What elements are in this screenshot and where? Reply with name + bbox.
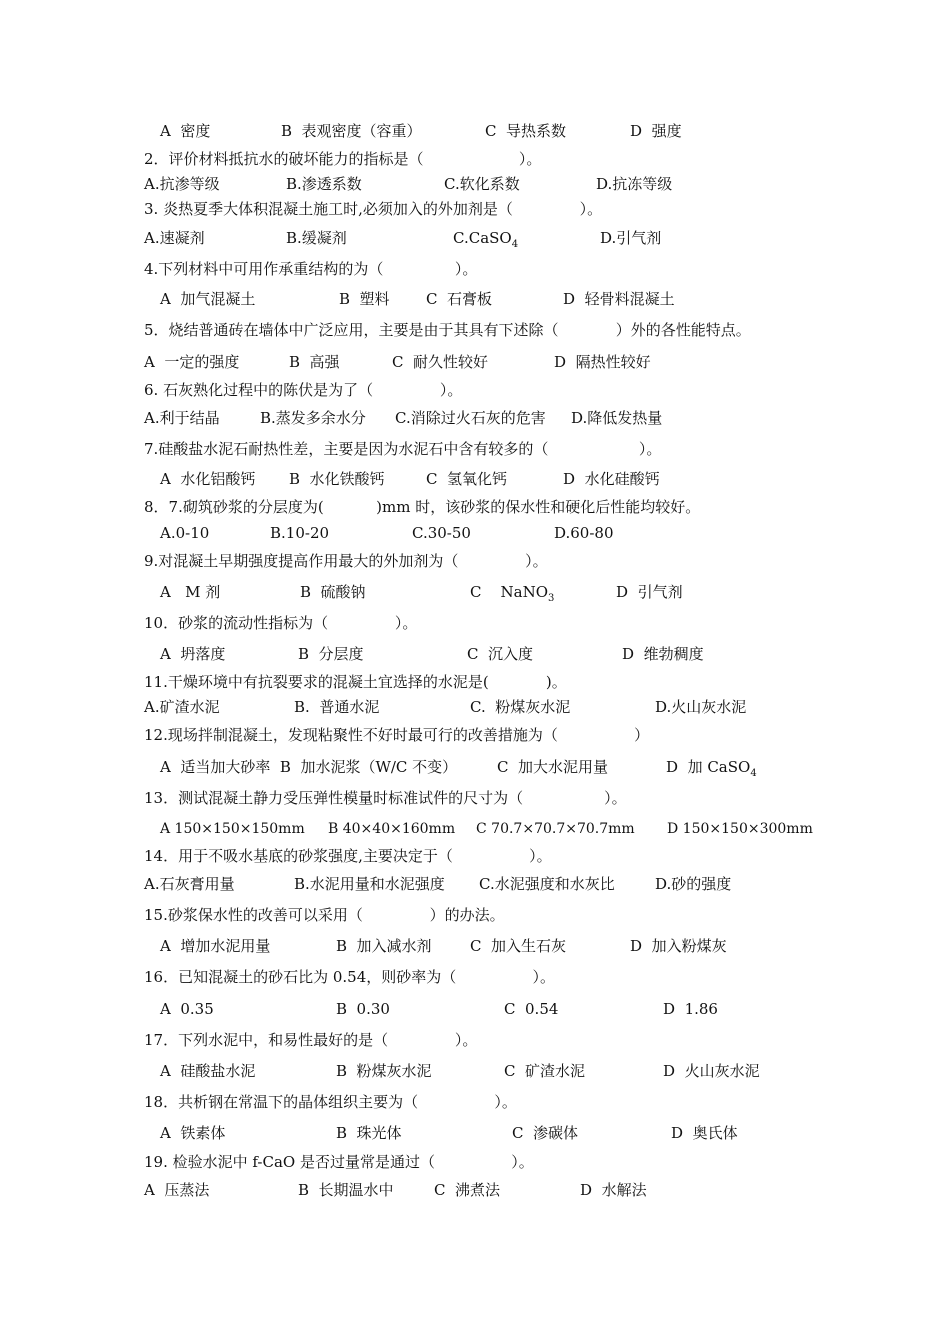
q2-option-b: B.渗透系数 (286, 175, 362, 193)
q13-option-c: C 70.7×70.7×70.7mm (476, 821, 635, 837)
q8-option-b: B.10-20 (270, 524, 330, 542)
q3-option-b: B.缓凝剂 (286, 229, 347, 247)
q19-option-c: C 沸煮法 (434, 1181, 501, 1199)
q9-option-d: D 引气剂 (616, 583, 683, 601)
q19-text: 19. 检验水泥中 f-CaO 是否过量常是通过（ ）。 (144, 1153, 534, 1171)
q6-option-b: B.蒸发多余水分 (260, 409, 366, 427)
q2-option-a: A.抗渗等级 (144, 175, 220, 193)
q10-text: 10．砂浆的流动性指标为（ ）。 (144, 614, 418, 632)
q3-option-a: A.速凝剂 (144, 229, 205, 247)
q1-option-c: C 导热系数 (485, 122, 567, 140)
q5-option-d: D 隔热性较好 (554, 353, 651, 371)
q16-option-c: C 0.54 (504, 1000, 559, 1018)
q9-subscript: 3 (548, 593, 555, 604)
q19-option-b: B 长期温水中 (298, 1181, 394, 1199)
q12-option-ab: A 适当加大砂率 B 加水泥浆（W/C 不变） (160, 758, 458, 776)
q13-text: 13．测试混凝土静力受压弹性模量时标准试件的尺寸为（ ）。 (144, 789, 627, 807)
q7-option-b: B 水化铁酸钙 (289, 470, 385, 488)
q12-text: 12.现场拌制混凝土，发现粘聚性不好时最可行的改善措施为（ ） (144, 726, 650, 744)
q15-option-b: B 加入减水剂 (336, 937, 432, 955)
q16-option-b: B 0.30 (336, 1000, 390, 1018)
q19-option-a: A 压蒸法 (144, 1181, 210, 1199)
q14-option-c: C.水泥强度和水灰比 (479, 875, 615, 893)
q11-text: 11.干燥环境中有抗裂要求的混凝土宜选择的水泥是( )。 (144, 673, 567, 691)
q13-option-d: D 150×150×300mm (667, 821, 813, 837)
q6-option-d: D.降低发热量 (571, 409, 663, 427)
q12-option-d: D 加 CaSO$_4$ (666, 758, 757, 779)
q4-option-c: C 石膏板 (426, 290, 493, 308)
q16-text: 16．已知混凝土的砂石比为 0.54，则砂率为（ ）。 (144, 968, 556, 986)
q19-option-d: D 水解法 (580, 1181, 647, 1199)
q2-text: 2．评价材料抵抗水的破坏能力的指标是（ ）。 (144, 150, 542, 168)
q1-option-d: D 强度 (630, 122, 682, 140)
q5-option-a: A 一定的强度 (144, 353, 240, 371)
q18-option-c: C 渗碳体 (512, 1124, 579, 1142)
q10-option-d: D 维勃稠度 (622, 645, 704, 663)
q1-option-b: B 表观密度（容重） (281, 122, 422, 140)
q6-text: 6. 石灰熟化过程中的陈伏是为了（ ）。 (144, 381, 463, 399)
q14-option-d: D.砂的强度 (655, 875, 732, 893)
q18-option-d: D 奥氏体 (671, 1124, 738, 1142)
q11-option-b: B. 普通水泥 (294, 698, 380, 716)
q2-option-d: D.抗冻等级 (596, 175, 673, 193)
q5-option-b: B 高强 (289, 353, 340, 371)
q5-text: 5．烧结普通砖在墙体中广泛应用，主要是由于其具有下述除（ ）外的各性能特点。 (144, 321, 751, 339)
q11-option-a: A.矿渣水泥 (144, 698, 220, 716)
q18-text: 18．共析钢在常温下的晶体组织主要为（ ）。 (144, 1093, 517, 1111)
q10-option-c: C 沉入度 (467, 645, 534, 663)
q17-text: 17．下列水泥中，和易性最好的是（ ）。 (144, 1031, 478, 1049)
q15-option-d: D 加入粉煤灰 (630, 937, 727, 955)
q15-option-a: A 增加水泥用量 (160, 937, 271, 955)
q4-option-b: B 塑料 (339, 290, 390, 308)
q8-option-c: C.30-50 (412, 524, 471, 542)
q4-option-d: D 轻骨料混凝土 (563, 290, 675, 308)
q4-text: 4.下列材料中可用作承重结构的为（ ）。 (144, 260, 478, 278)
q3-option-d: D.引气剂 (600, 229, 662, 247)
q9-option-a: A M 剂 (160, 583, 221, 601)
q12-option-c: C 加大水泥用量 (497, 758, 609, 776)
q7-text: 7.硅酸盐水泥石耐热性差，主要是因为水泥石中含有较多的（ ）。 (144, 440, 662, 458)
q5-option-c: C 耐久性较好 (392, 353, 489, 371)
q14-text: 14．用于不吸水基底的砂浆强度,主要决定于（ ）。 (144, 847, 552, 865)
q7-option-a: A 水化铝酸钙 (160, 470, 256, 488)
q8-option-d: D.60-80 (554, 524, 614, 542)
q12-subscript: 4 (750, 768, 757, 779)
q13-option-b: B 40×40×160mm (328, 821, 456, 837)
q10-option-a: A 坍落度 (160, 645, 226, 663)
q9-option-b: B 硫酸钠 (300, 583, 366, 601)
q3-subscript: 4 (511, 239, 519, 250)
q16-option-a: A 0.35 (160, 1000, 214, 1018)
q9-text: 9.对混凝土早期强度提高作用最大的外加剂为（ ）。 (144, 552, 548, 570)
q3-option-c: C.CaSO$_4$ (453, 229, 519, 250)
q18-option-b: B 珠光体 (336, 1124, 402, 1142)
q8-option-a: A.0-10 (160, 524, 210, 542)
q10-option-b: B 分层度 (298, 645, 364, 663)
q4-option-a: A 加气混凝土 (160, 290, 256, 308)
q15-text: 15.砂浆保水性的改善可以采用（ ）的办法。 (144, 906, 505, 924)
q16-option-d: D 1.86 (663, 1000, 718, 1018)
q15-option-c: C 加入生石灰 (470, 937, 567, 955)
q14-option-a: A.石灰膏用量 (144, 875, 235, 893)
q18-option-a: A 铁素体 (160, 1124, 226, 1142)
q6-option-c: C.消除过火石灰的危害 (395, 409, 546, 427)
q3-text: 3. 炎热夏季大体积混凝土施工时,必须加入的外加剂是（ ）。 (144, 200, 603, 218)
q11-option-c: C. 粉煤灰水泥 (470, 698, 571, 716)
q7-option-c: C 氢氧化钙 (426, 470, 508, 488)
q7-option-d: D 水化硅酸钙 (563, 470, 660, 488)
q13-option-a: A 150×150×150mm (160, 821, 305, 837)
q8-text: 8．7.砌筑砂浆的分层度为( )mm 时，该砂浆的保水性和硬化后性能均较好。 (144, 498, 701, 516)
q17-option-c: C 矿渣水泥 (504, 1062, 586, 1080)
q6-option-a: A.利于结晶 (144, 409, 220, 427)
q14-option-b: B.水泥用量和水泥强度 (294, 875, 445, 893)
q17-option-b: B 粉煤灰水泥 (336, 1062, 432, 1080)
q11-option-d: D.火山灰水泥 (655, 698, 747, 716)
q17-option-a: A 硅酸盐水泥 (160, 1062, 256, 1080)
q1-option-a: A 密度 (160, 122, 211, 140)
q17-option-d: D 火山灰水泥 (663, 1062, 760, 1080)
q2-option-c: C.软化系数 (444, 175, 520, 193)
q9-option-c: C NaNO$_3$ (470, 583, 555, 604)
